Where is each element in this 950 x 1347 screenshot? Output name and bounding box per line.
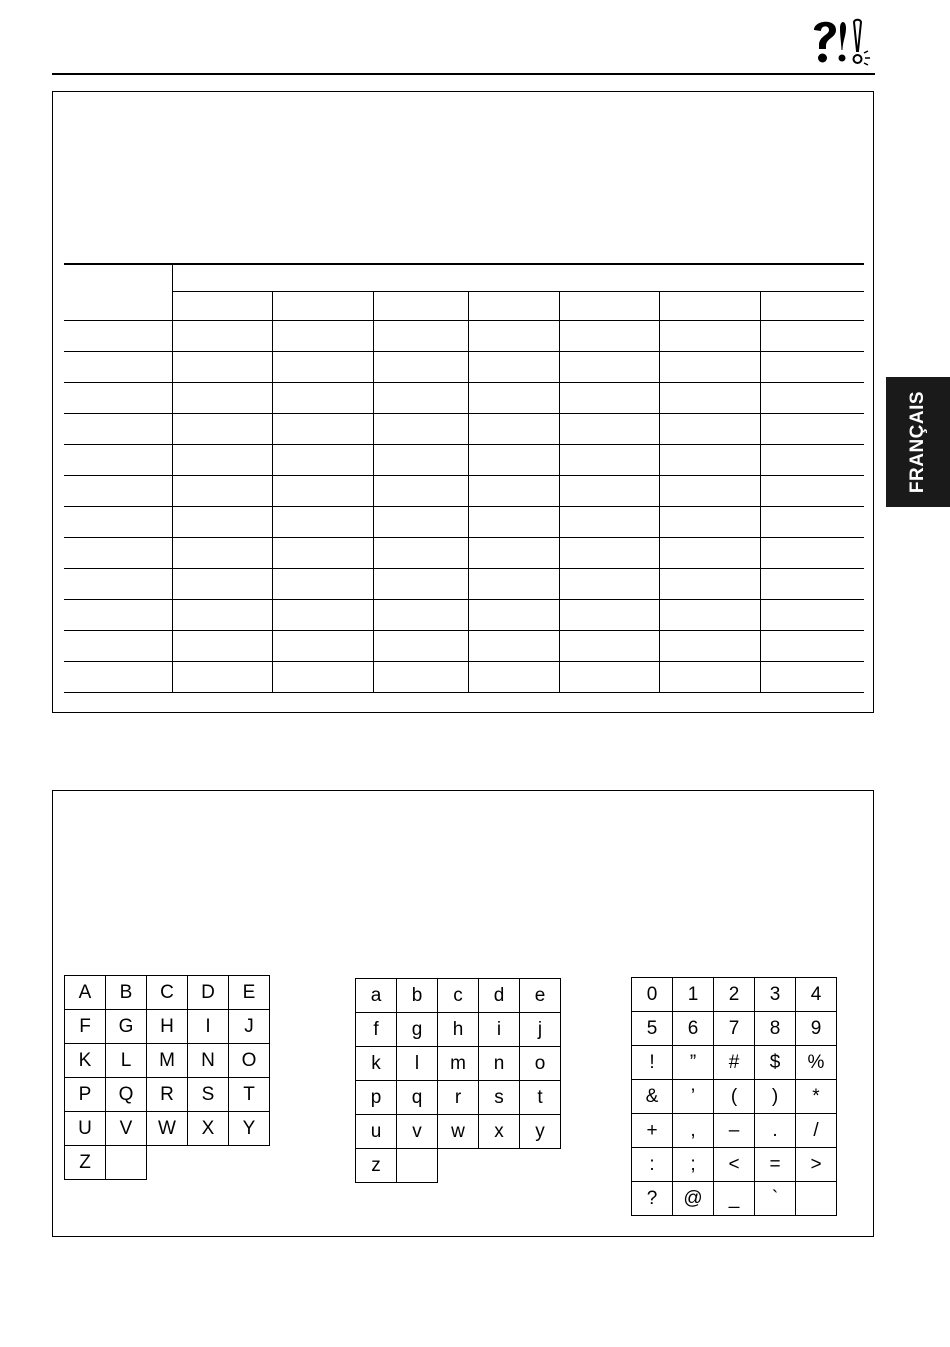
character-cell: w — [438, 1115, 479, 1149]
table-cell — [373, 383, 468, 414]
table-cell — [468, 321, 559, 352]
table-cell — [760, 538, 864, 569]
character-cell: i — [479, 1013, 520, 1047]
table-cell — [660, 600, 760, 631]
empty-space — [479, 1149, 520, 1183]
table-cell — [468, 383, 559, 414]
table-cell — [273, 538, 373, 569]
table-row-header-cell — [64, 569, 173, 600]
table-cell — [173, 476, 273, 507]
grid-row — [65, 1044, 270, 1078]
table-header-row — [64, 264, 864, 292]
character-cell: * — [796, 1080, 837, 1114]
table-cell — [173, 538, 273, 569]
table-cell — [760, 445, 864, 476]
table-row — [64, 445, 864, 476]
table-row — [64, 538, 864, 569]
grid-row — [356, 1047, 561, 1081]
table-cell — [560, 383, 660, 414]
table-row — [64, 507, 864, 538]
character-cell: U — [65, 1112, 106, 1146]
table-cell — [468, 352, 559, 383]
character-cell — [106, 1146, 147, 1180]
character-cell: 2 — [714, 978, 755, 1012]
empty-space — [229, 1146, 270, 1180]
table-cell — [373, 352, 468, 383]
table-subheader-cell — [173, 292, 273, 321]
table-cell — [273, 507, 373, 538]
character-cell: I — [188, 1010, 229, 1044]
table-cell — [173, 352, 273, 383]
table-cell — [760, 383, 864, 414]
character-cell: u — [356, 1115, 397, 1149]
table-cell — [660, 476, 760, 507]
table-cell — [760, 507, 864, 538]
language-tab-label: FRANÇAIS — [907, 390, 929, 494]
character-cell: l — [397, 1047, 438, 1081]
table-cell — [173, 321, 273, 352]
table-cell — [273, 569, 373, 600]
table-cell — [660, 662, 760, 693]
table-cell — [273, 352, 373, 383]
character-cell: 0 — [632, 978, 673, 1012]
table-cell — [560, 352, 660, 383]
table-cell — [273, 383, 373, 414]
character-cell: n — [479, 1047, 520, 1081]
table-cell — [560, 538, 660, 569]
table-cell — [468, 507, 559, 538]
empty-space — [438, 1149, 479, 1183]
table-cell — [560, 507, 660, 538]
table-cell — [173, 383, 273, 414]
character-cell: , — [673, 1114, 714, 1148]
table-cell — [468, 600, 559, 631]
table-row-header-cell — [64, 662, 173, 693]
table-cell — [760, 321, 864, 352]
empty-space — [520, 1149, 561, 1183]
character-cell: A — [65, 976, 106, 1010]
character-cell: _ — [714, 1182, 755, 1216]
character-cell: % — [796, 1046, 837, 1080]
character-cell: & — [632, 1080, 673, 1114]
character-cell: o — [520, 1047, 561, 1081]
grid-row — [632, 1148, 837, 1182]
table-cell — [760, 662, 864, 693]
grid-row — [632, 1080, 837, 1114]
table-cell — [373, 507, 468, 538]
table-cell — [373, 476, 468, 507]
character-cell: J — [229, 1010, 270, 1044]
table-cell — [373, 445, 468, 476]
character-cell: ; — [673, 1148, 714, 1182]
table-cell — [373, 600, 468, 631]
character-cell: s — [479, 1081, 520, 1115]
character-cell: R — [147, 1078, 188, 1112]
character-cell: e — [520, 979, 561, 1013]
character-cell: k — [356, 1047, 397, 1081]
character-cell: 5 — [632, 1012, 673, 1046]
character-cell: + — [632, 1114, 673, 1148]
table-subheader-cell — [760, 292, 864, 321]
character-cell: z — [356, 1149, 397, 1183]
character-cell: a — [356, 979, 397, 1013]
character-cell: T — [229, 1078, 270, 1112]
grid-row — [65, 1146, 270, 1180]
table-row — [64, 600, 864, 631]
character-cell: 4 — [796, 978, 837, 1012]
character-cell: 3 — [755, 978, 796, 1012]
character-cell — [796, 1182, 837, 1216]
empty-space — [188, 1146, 229, 1180]
table-subheader-cell — [273, 292, 373, 321]
table-cell — [468, 569, 559, 600]
character-cell: S — [188, 1078, 229, 1112]
character-cell: Z — [65, 1146, 106, 1180]
table-cell — [173, 662, 273, 693]
table-cell — [373, 414, 468, 445]
table-row-header-cell — [64, 445, 173, 476]
table-cell — [273, 662, 373, 693]
table-cell — [760, 631, 864, 662]
table-subheader-cell — [373, 292, 468, 321]
character-cell: g — [397, 1013, 438, 1047]
character-cell: f — [356, 1013, 397, 1047]
table-row-header-cell — [64, 414, 173, 445]
character-cell: x — [479, 1115, 520, 1149]
character-cell: q — [397, 1081, 438, 1115]
table-corner-cell — [64, 264, 173, 321]
table-cell — [760, 476, 864, 507]
character-cell: ( — [714, 1080, 755, 1114]
table-row-header-cell — [64, 383, 173, 414]
grid-row — [356, 1149, 561, 1183]
table-cell — [373, 538, 468, 569]
table-cell — [560, 321, 660, 352]
character-cell: r — [438, 1081, 479, 1115]
character-cell: = — [755, 1148, 796, 1182]
character-cell: p — [356, 1081, 397, 1115]
character-cell: t — [520, 1081, 561, 1115]
character-cell: h — [438, 1013, 479, 1047]
character-cell: B — [106, 976, 147, 1010]
character-cell: V — [106, 1112, 147, 1146]
table-cell — [273, 445, 373, 476]
grid-row — [356, 1115, 561, 1149]
table-cell — [173, 631, 273, 662]
table-cell — [660, 538, 760, 569]
table-row-header-cell — [64, 321, 173, 352]
table-cell — [560, 569, 660, 600]
table-cell — [760, 600, 864, 631]
character-cell — [397, 1149, 438, 1183]
lowercase-character-grid — [355, 978, 561, 1183]
grid-row — [632, 978, 837, 1012]
character-cell: m — [438, 1047, 479, 1081]
character-cell: : — [632, 1148, 673, 1182]
grid-row — [632, 1114, 837, 1148]
character-cell: O — [229, 1044, 270, 1078]
grid-row — [65, 1112, 270, 1146]
table-row-header-cell — [64, 600, 173, 631]
character-cell: H — [147, 1010, 188, 1044]
character-cell: > — [796, 1148, 837, 1182]
symbol-character-grid — [631, 977, 837, 1216]
table-cell — [560, 414, 660, 445]
character-cell: ) — [755, 1080, 796, 1114]
character-cell: # — [714, 1046, 755, 1080]
table-row — [64, 414, 864, 445]
character-cell: < — [714, 1148, 755, 1182]
character-cell: d — [479, 979, 520, 1013]
grid-row — [356, 1081, 561, 1115]
character-cell: 9 — [796, 1012, 837, 1046]
character-cell: P — [65, 1078, 106, 1112]
table-cell — [468, 662, 559, 693]
character-cell: 1 — [673, 978, 714, 1012]
character-cell: Q — [106, 1078, 147, 1112]
character-cell: 8 — [755, 1012, 796, 1046]
table-cell — [273, 414, 373, 445]
table-subheader-cell — [468, 292, 559, 321]
table-cell — [660, 445, 760, 476]
character-cell: ? — [632, 1182, 673, 1216]
table-row-header-cell — [64, 507, 173, 538]
table-cell — [273, 631, 373, 662]
character-cell: / — [796, 1114, 837, 1148]
table-subheader-cell — [660, 292, 760, 321]
table-cell — [660, 383, 760, 414]
table-row-header-cell — [64, 476, 173, 507]
table-cell — [273, 476, 373, 507]
table-row — [64, 321, 864, 352]
character-cell: ` — [755, 1182, 796, 1216]
grid-row — [65, 1010, 270, 1044]
table-cell — [560, 600, 660, 631]
grid-row — [632, 1046, 837, 1080]
table-cell — [660, 569, 760, 600]
frequency-table — [64, 263, 864, 693]
character-cell: y — [520, 1115, 561, 1149]
character-cell: – — [714, 1114, 755, 1148]
table-cell — [760, 414, 864, 445]
table-cell — [660, 414, 760, 445]
character-cell: D — [188, 976, 229, 1010]
table-cell — [173, 600, 273, 631]
table-row-header-cell — [64, 352, 173, 383]
table-cell — [173, 445, 273, 476]
grid-row — [632, 1012, 837, 1046]
table-cell — [560, 445, 660, 476]
table-row-header-cell — [64, 631, 173, 662]
character-cell: G — [106, 1010, 147, 1044]
table-cell — [173, 414, 273, 445]
character-cell: F — [65, 1010, 106, 1044]
table-subheader-row — [64, 292, 864, 321]
character-cell: ” — [673, 1046, 714, 1080]
grid-row — [65, 976, 270, 1010]
table-cell — [373, 321, 468, 352]
character-cell: ! — [632, 1046, 673, 1080]
character-cell: X — [188, 1112, 229, 1146]
table-cell — [373, 631, 468, 662]
character-cell: C — [147, 976, 188, 1010]
character-cell: M — [147, 1044, 188, 1078]
table-cell — [468, 631, 559, 662]
table-cell — [560, 631, 660, 662]
table-cell — [660, 352, 760, 383]
table-cell — [468, 538, 559, 569]
character-cell: L — [106, 1044, 147, 1078]
character-cell: K — [65, 1044, 106, 1078]
character-cell: v — [397, 1115, 438, 1149]
table-row-header-cell — [64, 538, 173, 569]
grid-row — [356, 979, 561, 1013]
table-row — [64, 352, 864, 383]
character-cell: ’ — [673, 1080, 714, 1114]
table-row — [64, 631, 864, 662]
character-cell: N — [188, 1044, 229, 1078]
table-cell — [660, 507, 760, 538]
header-rule — [52, 73, 875, 75]
grid-row — [632, 1182, 837, 1216]
table-cell — [468, 445, 559, 476]
table-row — [64, 476, 864, 507]
empty-space — [147, 1146, 188, 1180]
table-cell — [173, 507, 273, 538]
table-cell — [273, 600, 373, 631]
character-cell: 7 — [714, 1012, 755, 1046]
table-cell — [273, 321, 373, 352]
table-row — [64, 569, 864, 600]
table-header-cell — [173, 264, 864, 292]
table-subheader-cell — [560, 292, 660, 321]
table-cell — [468, 414, 559, 445]
table-cell — [373, 569, 468, 600]
character-cell: . — [755, 1114, 796, 1148]
character-cell: $ — [755, 1046, 796, 1080]
grid-row — [356, 1013, 561, 1047]
table-cell — [660, 321, 760, 352]
character-cell: c — [438, 979, 479, 1013]
table-cell — [560, 662, 660, 693]
table-cell — [373, 662, 468, 693]
table-cell — [560, 476, 660, 507]
character-cell: @ — [673, 1182, 714, 1216]
table-cell — [468, 476, 559, 507]
table-cell — [760, 352, 864, 383]
character-cell: E — [229, 976, 270, 1010]
character-cell: j — [520, 1013, 561, 1047]
language-tab — [886, 377, 950, 507]
table-row — [64, 383, 864, 414]
table-cell — [173, 569, 273, 600]
character-cell: Y — [229, 1112, 270, 1146]
character-cell: 6 — [673, 1012, 714, 1046]
grid-row — [65, 1078, 270, 1112]
uppercase-character-grid — [64, 975, 270, 1180]
table-cell — [760, 569, 864, 600]
question-exclamation-icon — [806, 16, 876, 68]
table-cell — [660, 631, 760, 662]
character-cell: b — [397, 979, 438, 1013]
table-row — [64, 662, 864, 693]
character-cell: W — [147, 1112, 188, 1146]
